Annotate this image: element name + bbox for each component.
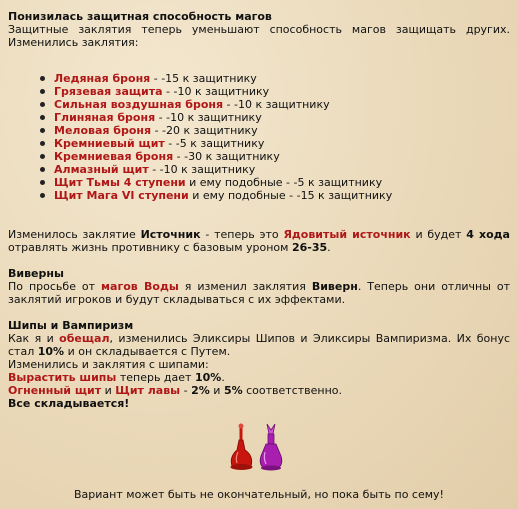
- spell-list: [8, 72, 510, 202]
- text: -: [180, 384, 192, 397]
- spell-name: Меловая броня: [54, 124, 152, 137]
- text: отравлять жизнь противнику с базовым уроном: [8, 241, 292, 254]
- bullet-icon: [40, 193, 45, 198]
- bonus-value: 5%: [223, 384, 243, 397]
- list-item: [46, 189, 510, 202]
- highlight: обещал: [59, 332, 110, 345]
- section-title: Шипы и Вампиризм: [8, 319, 134, 332]
- text: и он складывается с Путем.: [64, 345, 231, 358]
- duration: 4 хода: [466, 228, 510, 241]
- text: и: [209, 384, 224, 397]
- bonus-value: 10%: [37, 345, 65, 358]
- section-thorns-vampirism: [8, 319, 510, 410]
- bullet-icon: [40, 154, 45, 159]
- damage-range: 26-35: [291, 241, 328, 254]
- text: Как я и: [8, 332, 60, 345]
- paragraph: [8, 280, 510, 306]
- list-item: [46, 150, 510, 163]
- spell-name: Грязевая защита: [54, 85, 163, 98]
- section-mage-protection: [8, 10, 510, 202]
- paragraph-line: [8, 371, 510, 384]
- highlight: магов Воды: [101, 280, 179, 293]
- bonus-value: 10%: [194, 371, 222, 384]
- spell-name: Вырастить шипы: [8, 371, 117, 384]
- bonus-value: 2%: [191, 384, 210, 397]
- text: По просьбе от: [8, 280, 102, 293]
- spell-name: Щит Тьмы 4 ступени: [54, 176, 186, 189]
- red-potion-icon: [231, 424, 253, 471]
- spell-name: Глиняная броня: [54, 111, 156, 124]
- text: .: [221, 371, 225, 384]
- spell-effect: - -10 к защитнику: [162, 85, 270, 98]
- spell-name: Виверн: [311, 280, 358, 293]
- text: , изменились Эликсиры Шипов и Эликсиры Вампиризма. Их бонус стал: [8, 332, 510, 358]
- spell-effect: - -5 к защитнику: [164, 137, 265, 150]
- potions-svg: [229, 422, 289, 472]
- spell-effect: - -15 к защитнику: [150, 72, 257, 85]
- text: Изменилось заклятие: [8, 228, 141, 241]
- list-item: [46, 163, 510, 176]
- text: теперь дает: [116, 371, 195, 384]
- text: - теперь это: [200, 228, 284, 241]
- bullet-icon: [40, 128, 45, 133]
- list-item: [46, 98, 510, 111]
- bullet-icon: [40, 89, 45, 94]
- section-title: Виверны: [8, 267, 64, 280]
- bullet-icon: [40, 102, 45, 107]
- list-item: [46, 85, 510, 98]
- list-item: [46, 176, 510, 189]
- spell-name: Ледяная броня: [54, 72, 151, 85]
- spell-name: Огненный щит: [8, 384, 102, 397]
- paragraph-line: [8, 384, 510, 397]
- spell-effect: - -30 к защитнику: [173, 150, 280, 163]
- footer-note: Вариант может быть не окончательный, но пока быть по сему!: [74, 488, 444, 501]
- spell-name: Источник: [140, 228, 201, 241]
- purple-potion-icon: [260, 424, 282, 471]
- text: . Теперь они отличны от заклятий игроков и будут складываться с их эффектами.: [8, 280, 511, 306]
- list-item: [46, 137, 510, 150]
- spell-name: Щит лавы: [115, 384, 181, 397]
- bullet-icon: [40, 180, 45, 185]
- section-description: Защитные заклятия теперь уменьшают способность магов защищать других. Изменились заклятия:: [8, 23, 510, 49]
- text: и будет: [410, 228, 467, 241]
- text: и: [101, 384, 116, 397]
- spell-name: Щит Мага VI ступени: [54, 189, 189, 202]
- section-wyverns: [8, 267, 510, 306]
- paragraph-line: Все складывается!: [8, 397, 130, 410]
- paragraph-line: Изменились и заклятия с шипами:: [8, 358, 209, 371]
- list-item: [46, 111, 510, 124]
- section-title: Понизилась защитная способность магов: [8, 10, 272, 23]
- spell-effect: и ему подобные - -15 к защитнику: [188, 189, 393, 202]
- spell-effect: и ему подобные - -5 к защитнику: [185, 176, 383, 189]
- spell-name: Кремниевый щит: [54, 137, 165, 150]
- spell-name: Кремниевая броня: [54, 150, 174, 163]
- bullet-icon: [40, 76, 45, 81]
- spell-name: Сильная воздушная броня: [54, 98, 224, 111]
- list-item: [46, 124, 510, 137]
- spell-name: Алмазный щит: [54, 163, 149, 176]
- text: соответственно.: [242, 384, 343, 397]
- spell-name: Ядовитый источник: [283, 228, 411, 241]
- section-source-spell: [8, 228, 510, 254]
- bullet-icon: [40, 115, 45, 120]
- paragraph: [8, 332, 510, 358]
- bullet-icon: [40, 167, 45, 172]
- list-item: [46, 72, 510, 85]
- spell-effect: - -20 к защитнику: [151, 124, 258, 137]
- spell-effect: - -10 к защитнику: [155, 111, 262, 124]
- spell-effect: - -10 к защитнику: [223, 98, 330, 111]
- bullet-icon: [40, 141, 45, 146]
- text: я изменил заклятия: [178, 280, 312, 293]
- potion-images: [229, 422, 289, 472]
- text: .: [327, 241, 331, 254]
- paragraph: [8, 228, 510, 254]
- spell-effect: - -10 к защитнику: [148, 163, 256, 176]
